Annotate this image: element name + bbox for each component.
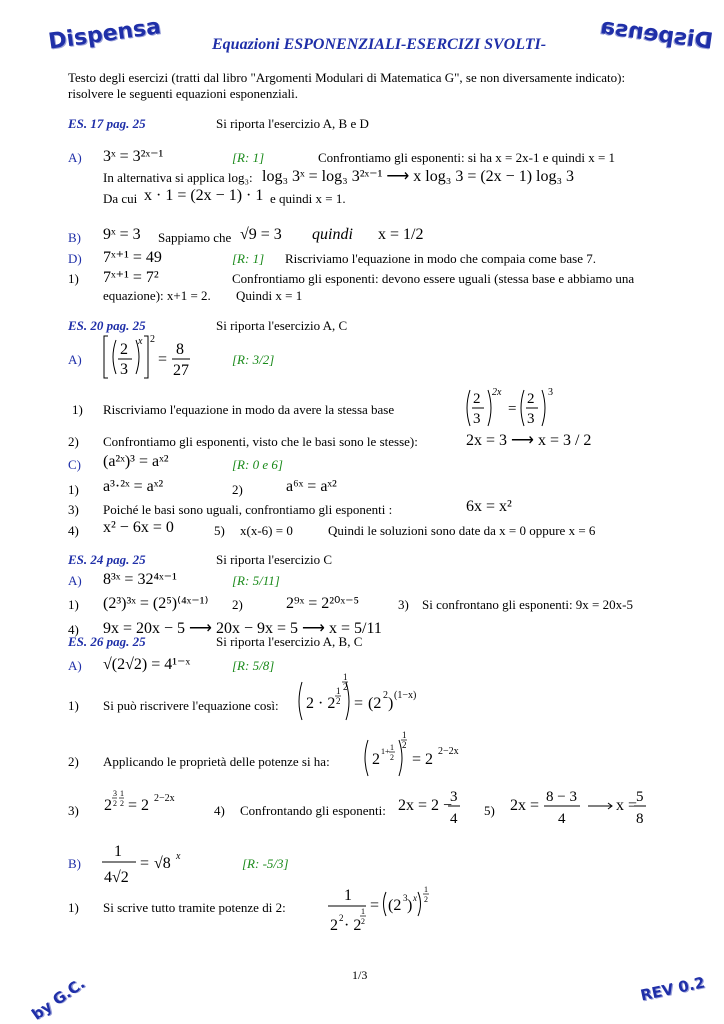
es17-b-quindi: quindi [312, 226, 353, 243]
es17-b-equation: 9ˣ = 3 [103, 226, 141, 243]
svg-text:(2: (2 [368, 695, 382, 712]
svg-text:2x = 2 −: 2x = 2 − [398, 797, 453, 814]
es26-s5-equation [508, 786, 648, 828]
svg-text:1: 1 [336, 686, 341, 696]
svg-text:x: x [176, 851, 181, 862]
svg-text:): ) [388, 695, 394, 712]
svg-text:2: 2 [424, 895, 428, 904]
svg-text:x: x [138, 336, 143, 347]
author-stamp: by G.C. [28, 974, 89, 1024]
svg-text:8: 8 [176, 341, 184, 358]
es20-a-result: [R: 3/2] [232, 352, 275, 367]
es17-d-label: D) [68, 251, 82, 266]
es26-heading: ES. 26 pag. 25 [68, 634, 146, 649]
es26-b-result: [R: -5/3] [242, 856, 289, 871]
svg-text:2: 2 [104, 797, 112, 814]
dispensa-logo-left: Dispensa [46, 14, 163, 55]
dispensa-logo-right: Dispensa [598, 14, 715, 55]
svg-text:(1−x): (1−x) [394, 690, 417, 701]
svg-text:2: 2 [402, 740, 407, 750]
svg-text:27: 27 [173, 362, 189, 379]
svg-text:2: 2 [339, 913, 344, 923]
es26-s4-text: Confrontando gli esponenti: [240, 803, 386, 818]
es20-c3-text: Poiché le basi sono uguali, confrontiamo gli esponenti : [103, 502, 393, 517]
svg-text:4: 4 [558, 811, 566, 827]
svg-text:2−2x: 2−2x [438, 746, 459, 757]
es26-s3-equation [100, 784, 190, 820]
svg-text:3: 3 [527, 411, 535, 427]
es17-b-result: x = 1/2 [378, 226, 424, 243]
es17-a-alt-equation: log₃ 3ˣ = log₃ 3²ˣ⁻¹ ⟶ x log₃ 3 = (2x − 1) log₃ 3 [262, 168, 575, 185]
svg-text:√8: √8 [154, 855, 171, 872]
svg-text:1: 1 [361, 907, 365, 916]
es20-c2-equation: a⁶ˣ = aˣ² [286, 478, 337, 495]
es20-a-label: A) [68, 352, 82, 367]
svg-text:2: 2 [120, 799, 124, 808]
svg-text:4: 4 [450, 811, 458, 827]
page-title: Equazioni ESPONENZIALI-ESERCIZI SVOLTI- [212, 36, 547, 53]
es26-note: Si riporta l'esercizio A, B, C [216, 634, 363, 649]
es26-s5-label: 5) [484, 803, 495, 818]
svg-text:2: 2 [527, 391, 535, 407]
es20-c5-text: x(x-6) = 0 [240, 523, 293, 538]
svg-text:5: 5 [636, 789, 644, 805]
es24-s2-equation: 2⁹ˣ = 2²⁰ˣ⁻⁵ [286, 595, 360, 612]
svg-text:2x: 2x [492, 387, 502, 398]
es20-c1-label: 1) [68, 482, 79, 497]
es24-s1-equation: (2³)³ˣ = (2⁵)⁽⁴ˣ⁻¹⁾ [103, 595, 209, 612]
svg-text:1+: 1+ [381, 747, 390, 756]
es20-c3-equation: 6x = x² [466, 498, 512, 515]
es20-c-equation: (a²ˣ)³ = aˣ² [103, 453, 169, 470]
es20-c5-conclusion: Quindi le soluzioni sono date da x = 0 oppure x = 6 [328, 523, 596, 538]
svg-text:=: = [354, 695, 364, 712]
es26-s1-label: 1) [68, 698, 79, 713]
svg-text:=: = [140, 855, 150, 872]
svg-text:=: = [370, 897, 380, 914]
es20-s1-label: 1) [72, 402, 83, 417]
es24-a-equation: 8³ˣ = 32⁴ˣ⁻¹ [103, 571, 177, 588]
svg-text:=: = [158, 351, 168, 368]
es17-a-alt-prefix: In alternativa si applica log₃: [103, 170, 253, 185]
es24-heading: ES. 24 pag. 25 [68, 552, 146, 567]
svg-text:3: 3 [120, 361, 128, 378]
es20-c1-equation: a³·²ˣ = aˣ² [103, 478, 164, 495]
es20-c4-equation: x² − 6x = 0 [103, 519, 174, 536]
svg-text:1: 1 [424, 885, 428, 894]
es26-s4-equation [396, 786, 466, 828]
es26-s2-text: Applicando le proprietà delle potenze si ha: [103, 754, 330, 769]
es17-d1-quindi: Quindi x = 1 [236, 288, 303, 303]
svg-text:2: 2 [336, 696, 341, 706]
es26-s2-label: 2) [68, 754, 79, 769]
es17-b-sappiamo: Sappiamo che [158, 230, 232, 245]
svg-text:1: 1 [114, 843, 122, 860]
es26-s3-label: 3) [68, 803, 79, 818]
svg-text:8: 8 [636, 811, 644, 827]
es20-c-label: C) [68, 457, 81, 472]
svg-text:=: = [508, 401, 517, 417]
es26-a-label: A) [68, 658, 82, 673]
svg-text:x: x [413, 893, 417, 903]
es24-note: Si riporta l'esercizio C [216, 552, 333, 567]
es17-a-comment: Confrontiamo gli esponenti: si ha x = 2x-1 e quindi x = 1 [318, 150, 616, 165]
es17-a-dacui-equation: x · 1 = (2x − 1) · 1 [144, 187, 264, 204]
es20-c4-label: 4) [68, 523, 79, 538]
es24-a-label: A) [68, 573, 82, 588]
svg-text:3: 3 [403, 893, 408, 903]
svg-text:1: 1 [402, 730, 407, 740]
es20-c-result: [R: 0 e 6] [232, 457, 283, 472]
svg-text:2x =: 2x = [510, 797, 540, 814]
svg-text:1: 1 [120, 789, 124, 798]
es20-s2-text: Confrontiamo gli esponenti, visto che le basi sono le stesse): [103, 434, 418, 449]
es17-a-dacui-prefix: Da cui [103, 191, 138, 206]
es26-s2-equation [362, 730, 472, 778]
es20-s1-equation [462, 386, 562, 430]
es17-d-result: [R: 1] [232, 251, 265, 266]
svg-text:2: 2 [473, 391, 481, 407]
es17-d1-comment: Confrontiamo gli esponenti: devono essere uguali (stessa base e abbiamo una [232, 271, 635, 286]
es17-d-comment: Riscriviamo l'equazione in modo che compaia come base 7. [285, 251, 596, 266]
svg-text:3: 3 [450, 789, 458, 805]
svg-text:x =: x = [616, 797, 638, 814]
es24-s1-label: 1) [68, 597, 79, 612]
es17-d1-continuation: equazione): x+1 = 2. [103, 288, 211, 303]
svg-text:3: 3 [113, 789, 117, 798]
es24-s2-label: 2) [232, 597, 243, 612]
es26-b1-text: Si scrive tutto tramite potenze di 2: [103, 900, 286, 915]
svg-text:2: 2 [372, 751, 380, 768]
es26-s1-equation [296, 672, 426, 722]
es20-note: Si riporta l'esercizio A, C [216, 318, 348, 333]
es20-s2-equation: 2x = 3 ⟶ x = 3 / 2 [466, 432, 592, 449]
es17-a-result: [R: 1] [232, 150, 265, 165]
svg-text:3: 3 [473, 411, 481, 427]
es26-b-label: B) [68, 856, 81, 871]
es17-d1-equation: 7ˣ⁺¹ = 7² [103, 269, 159, 286]
svg-text:): ) [407, 897, 413, 914]
svg-text:2: 2 [383, 690, 388, 701]
svg-text:1: 1 [344, 887, 352, 904]
svg-text:= 2: = 2 [412, 751, 434, 768]
es26-s1-text: Si può riscrivere l'equazione così: [103, 698, 279, 713]
svg-text:· 2: · 2 [344, 917, 362, 934]
svg-text:4√2: 4√2 [104, 869, 129, 886]
es20-c3-label: 3) [68, 502, 79, 517]
es26-s4-label: 4) [214, 803, 225, 818]
es20-s2-label: 2) [68, 434, 79, 449]
svg-text:2: 2 [343, 682, 348, 692]
es26-a-result: [R: 5/8] [232, 658, 275, 673]
es17-d-equation: 7ˣ⁺¹ = 49 [103, 249, 162, 266]
es24-s3-text: Si confrontano gli esponenti: 9x = 20x-5 [422, 597, 633, 612]
es26-b1-label: 1) [68, 900, 79, 915]
es20-a-equation [100, 332, 200, 382]
svg-text:2−2x: 2−2x [154, 793, 175, 804]
page-number: 1/3 [352, 968, 368, 982]
svg-text:(2: (2 [388, 897, 402, 914]
es20-heading: ES. 20 pag. 25 [68, 318, 146, 333]
es26-b1-equation [326, 882, 446, 938]
es17-b-label: B) [68, 230, 81, 245]
svg-text:2: 2 [150, 334, 155, 345]
es20-c2-label: 2) [232, 482, 243, 497]
es17-b-sqrt: √9 = 3 [240, 226, 282, 243]
svg-text:2: 2 [361, 917, 365, 926]
svg-text:1: 1 [390, 743, 394, 752]
svg-text:2: 2 [390, 753, 394, 762]
es24-a-result: [R: 5/11] [232, 573, 280, 588]
es26-b-equation [100, 840, 190, 886]
es17-heading: ES. 17 pag. 25 [68, 116, 146, 131]
es17-note: Si riporta l'esercizio A, B e D [216, 116, 369, 131]
es17-d1-label: 1) [68, 271, 79, 286]
svg-text:2: 2 [120, 341, 128, 358]
svg-text:= 2: = 2 [128, 797, 150, 814]
svg-text:8 − 3: 8 − 3 [546, 789, 577, 805]
intro-text: Testo degli esercizi (tratti dal libro "Argomenti Modulari di Matematica G", se non diversamente indicato): risolvere le seguenti equazioni esponenziali. [68, 70, 626, 101]
es17-a-equation: 3ˣ = 3²ˣ⁻¹ [103, 148, 164, 165]
es17-a-dacui-suffix: e quindi x = 1. [270, 191, 346, 206]
es24-s4-equation: 9x = 20x − 5 ⟶ 20x − 9x = 5 ⟶ x = 5/11 [103, 620, 382, 637]
es17-a-label: A) [68, 150, 82, 165]
svg-text:2: 2 [330, 917, 338, 934]
svg-text:3: 3 [548, 387, 553, 398]
es20-c5-label: 5) [214, 523, 225, 538]
es24-s4-label: 4) [68, 622, 79, 637]
svg-text:2: 2 [113, 799, 117, 808]
svg-text:2 · 2: 2 · 2 [306, 695, 336, 712]
es24-s3-label: 3) [398, 597, 409, 612]
es26-a-equation: √(2√2) = 4¹⁻ˣ [103, 656, 191, 673]
svg-text:1: 1 [343, 672, 348, 682]
es20-s1-text: Riscriviamo l'equazione in modo da avere la stessa base [103, 402, 395, 417]
revision-stamp: REV 0.2 [638, 973, 707, 1005]
